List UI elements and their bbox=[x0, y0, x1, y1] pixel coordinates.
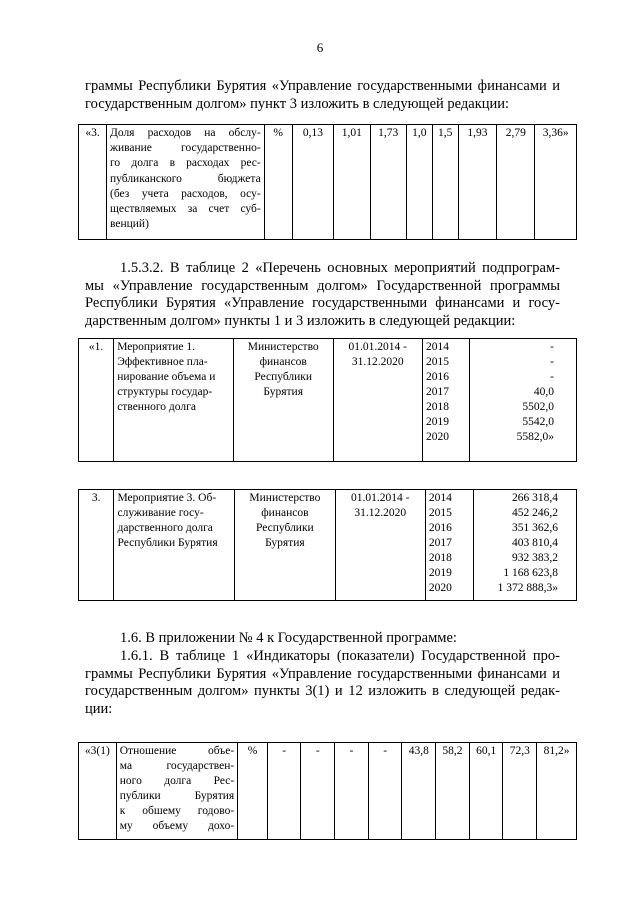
name-line: служивание госу- bbox=[117, 507, 204, 519]
para4-line-4: ции: bbox=[85, 700, 113, 717]
amount: 403 810,4 bbox=[512, 537, 558, 549]
period-cell bbox=[333, 339, 423, 462]
name-line: публиканского бюджета bbox=[110, 172, 261, 185]
measure-name bbox=[114, 490, 235, 601]
executor-line: Министерство bbox=[247, 341, 319, 353]
name-line: нирование объема и bbox=[117, 371, 216, 383]
executor-line: Республики bbox=[256, 522, 314, 534]
executor-line: Бурятия bbox=[263, 386, 303, 398]
year: 2017 bbox=[426, 386, 450, 398]
amount: - bbox=[550, 356, 554, 368]
intro-line-2: государственным долгом» пункт 3 изложить в следующей редакции: bbox=[85, 95, 510, 112]
period-line: 31.12.2020 bbox=[354, 507, 407, 519]
value-cell: 72,3 bbox=[503, 743, 537, 840]
value-cell: 58,2 bbox=[436, 743, 470, 840]
year: 2020 bbox=[428, 582, 452, 594]
executor-line: Республики bbox=[254, 371, 313, 383]
indicator-table-3-1 bbox=[78, 742, 577, 840]
amount: 266 318,4 bbox=[512, 492, 558, 504]
value-cell: 1,73 bbox=[370, 125, 406, 240]
name-line: Мероприятие 1. bbox=[117, 341, 196, 353]
value-cell: - bbox=[267, 743, 301, 840]
row-number: «3(1) bbox=[79, 743, 117, 840]
paragraph-1-6: 1.6. В приложении № 4 к Государственной программе: bbox=[120, 630, 457, 646]
value-cell: - bbox=[301, 743, 335, 840]
executor-cell bbox=[233, 339, 333, 462]
year: 2017 bbox=[428, 537, 452, 549]
year: 2018 bbox=[426, 401, 450, 413]
years-cell bbox=[425, 490, 473, 601]
indicator-table-1 bbox=[78, 124, 577, 240]
executor-line: финансов bbox=[259, 356, 307, 368]
years-cell bbox=[423, 339, 470, 462]
year: 2016 bbox=[426, 371, 450, 383]
year: 2020 bbox=[426, 431, 450, 443]
year: 2018 bbox=[428, 552, 452, 564]
year: 2016 bbox=[428, 522, 452, 534]
row-number: 3. bbox=[79, 490, 114, 601]
para4-line-2: граммы Республики Бурятия «Управление государственными финансами и bbox=[85, 665, 560, 682]
value-cell: 3,36» bbox=[535, 125, 577, 240]
year: 2019 bbox=[426, 416, 450, 428]
amount: 452 246,2 bbox=[512, 507, 558, 519]
amount: - bbox=[550, 371, 554, 383]
amount: 932 383,2 bbox=[512, 552, 558, 564]
name-line: Доля расходов на обслу- bbox=[110, 127, 261, 139]
amount: 351 362,6 bbox=[512, 522, 558, 534]
year: 2014 bbox=[426, 341, 450, 353]
executor-cell bbox=[235, 490, 335, 601]
measures-table-row-3 bbox=[78, 489, 577, 601]
row-number: «1. bbox=[79, 339, 114, 462]
name-line: (без учета расходов, осу- bbox=[110, 187, 261, 200]
amount: 5582,0» bbox=[516, 431, 554, 443]
name-line: живание государственно- bbox=[110, 142, 261, 155]
value-cell: 43,8 bbox=[402, 743, 436, 840]
unit-cell: % bbox=[238, 743, 268, 840]
measures-table-row-1 bbox=[78, 338, 577, 462]
value-cell: 60,1 bbox=[469, 743, 503, 840]
executor-line: Министерство bbox=[249, 492, 321, 504]
amount: 5542,0 bbox=[522, 416, 554, 428]
paragraph-1-5-3-2 bbox=[85, 260, 560, 330]
value-cell: 1,93 bbox=[458, 125, 496, 240]
amounts-cell bbox=[470, 339, 577, 462]
value-cell: 1,01 bbox=[334, 125, 370, 240]
year: 2019 bbox=[428, 567, 452, 579]
value-cell: 1,0 bbox=[406, 125, 432, 240]
amount: 40,0 bbox=[533, 386, 554, 398]
name-line: к обшему годово- bbox=[119, 805, 235, 817]
value-cell: 2,79 bbox=[497, 125, 535, 240]
value-cell: 0,13 bbox=[292, 125, 334, 240]
name-line: Республики Бурятия bbox=[117, 537, 218, 549]
name-line: дарственного долга bbox=[117, 522, 213, 534]
para2-line-1: 1.5.3.2. В таблице 2 «Перечень основных мероприятий подпрограм- bbox=[120, 260, 560, 276]
executor-line: финансов bbox=[261, 507, 309, 519]
value-cell: 81,2» bbox=[537, 743, 577, 840]
year: 2015 bbox=[428, 507, 452, 519]
period-line: 31.12.2020 bbox=[351, 356, 404, 368]
amounts-cell bbox=[473, 490, 577, 601]
name-line: ществляемых за счет суб- bbox=[110, 203, 261, 216]
amount: 5502,0 bbox=[522, 401, 554, 413]
para4-line-1: 1.6.1. В таблице 1 «Индикаторы (показатели) Государственной про- bbox=[120, 648, 560, 664]
amount: 1 168 623,8 bbox=[503, 567, 558, 579]
indicator-name bbox=[116, 743, 237, 840]
value-cell: - bbox=[335, 743, 369, 840]
page-number: 6 bbox=[316, 40, 324, 55]
year: 2014 bbox=[428, 492, 452, 504]
period-line: 01.01.2014 - bbox=[350, 492, 410, 504]
name-line: ного долга Рес- bbox=[119, 775, 235, 787]
period-cell bbox=[335, 490, 425, 601]
value-cell: 1,5 bbox=[432, 125, 458, 240]
value-cell: - bbox=[368, 743, 402, 840]
para2-line-3: Республики Бурятия «Управление государственными финансами и госу- bbox=[85, 295, 560, 311]
amount: - bbox=[550, 341, 554, 353]
name-line: го долга в расходах рес- bbox=[110, 157, 261, 170]
name-line: публики Бурятия bbox=[119, 790, 235, 802]
name-line: ма государствен- bbox=[119, 760, 235, 772]
para4-line-3: государственным долгом» пункты 3(1) и 12 изложить в следующей редак- bbox=[85, 683, 560, 699]
para2-line-4: дарственным долгом» пункты 1 и 3 изложить в следующей редакции: bbox=[85, 312, 516, 329]
unit-cell: % bbox=[264, 125, 292, 240]
period-line: 01.01.2014 - bbox=[348, 341, 408, 353]
para2-line-2: мы «Управление государственным долгом» Государственной программы bbox=[85, 277, 560, 294]
amount: 1 372 888,3» bbox=[497, 582, 558, 594]
name-line: ственного долга bbox=[117, 401, 196, 413]
executor-line: Бурятия bbox=[265, 537, 305, 549]
indicator-name bbox=[107, 125, 265, 240]
intro-line-1: граммы Республики Бурятия «Управление государственными финансами и bbox=[85, 78, 560, 94]
year: 2015 bbox=[426, 356, 450, 368]
name-line: му объему дохо- bbox=[119, 820, 235, 832]
intro-paragraph bbox=[85, 78, 560, 113]
name-line: Мероприятие 3. Об- bbox=[117, 492, 217, 504]
row-number: «3. bbox=[79, 125, 107, 240]
paragraph-1-6-1 bbox=[85, 648, 560, 718]
name-line: венций) bbox=[110, 218, 149, 231]
name-line: Отношение объе- bbox=[119, 745, 235, 757]
name-line: Эффективное пла- bbox=[117, 356, 208, 368]
name-line: структуры государ- bbox=[117, 386, 213, 398]
measure-name bbox=[114, 339, 234, 462]
